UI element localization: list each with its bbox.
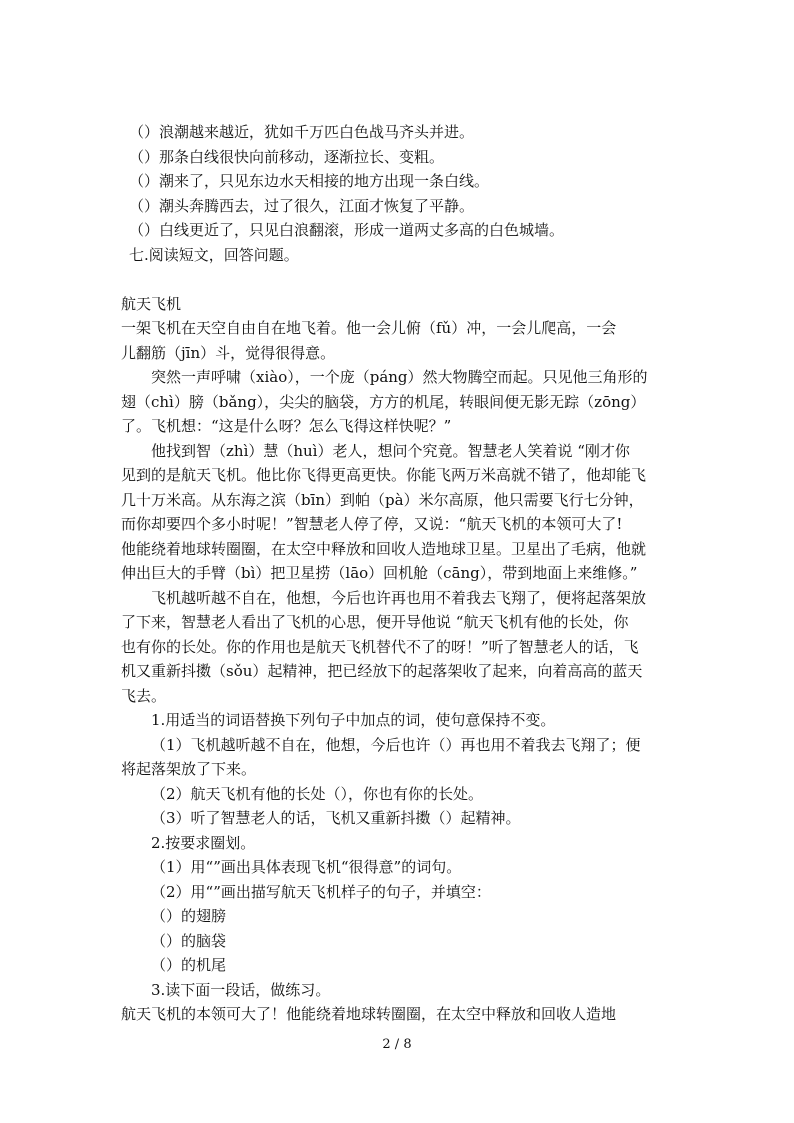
question-2-item: （）的翅膀 — [151, 907, 227, 925]
question-1-item: （1）飞机越听越不自在，他想，今后也许（）再也用不着我去飞翔了；便 — [151, 735, 641, 754]
question-2-item: （）的脑袋 — [151, 931, 227, 950]
passage-p4-line-5: 飞去。 — [121, 686, 167, 705]
passage-p3-line-2: 见到的是航天飞机。他比你飞得更高更快。你能飞两万米高就不错了，他却能飞 — [121, 466, 647, 484]
ordering-item-2: （）那条白线很快向前移动，逐渐拉长、变粗。 — [129, 147, 445, 166]
passage-title: 航天飞机 — [121, 294, 182, 313]
page-content — [121, 120, 677, 1027]
passage-p1-line-1: 一架飞机在天空自由自在地飞着。他一会儿俯（fǔ）冲，一会儿爬高，一会 — [121, 319, 617, 337]
passage-p3-line-4: 而你却要四个多小时呢！”智慧老人停了停，又说：“航天飞机的本领可大了! — [121, 515, 623, 533]
passage-p1-line-2: 儿翻筋（jīn）斗，觉得很得意。 — [121, 343, 336, 362]
question-1-item: 将起落架放了下来。 — [121, 760, 257, 778]
passage-p3-line-5: 他能绕着地球转圈圈，在太空中释放和回收人造地球卫星。卫星出了毛病，他就 — [121, 539, 647, 558]
passage-p2-line-3: 了。飞机想：“这是什么呀？怎么飞得这样快呢？” — [121, 417, 452, 435]
spacer — [121, 267, 677, 292]
passage-p3-line-3: 几十万米高。从东海之滨（bīn）到帕（pà）米尔高原，他只需要飞行七分钟， — [121, 490, 644, 509]
passage-p3-line-6: 伸出巨大的手臂（bì）把卫星捞（lāo）回机舱（cāng），带到地面上来维修。” — [121, 564, 638, 582]
question-2-item: （1）用“”画出具体表现飞机“很得意”的词句。 — [151, 858, 462, 876]
ordering-item-1: （）浪潮越来越近，犹如千万匹白色战马齐头并进。 — [129, 123, 475, 141]
passage-p4-line-1: 飞机越听越不自在，他想，今后也许再也用不着我去飞翔了，便将起落架放 — [151, 588, 647, 607]
question-2-item: （2）用“”画出描写航天飞机样子的句子，并填空： — [151, 882, 491, 901]
question-2-title: 2.按要求圈划。 — [151, 833, 256, 852]
passage-p4-line-4: 机又重新抖擞（sǒu）起精神，把已经放下的起落架收了起来，向着高高的蓝天 — [121, 662, 643, 680]
passage-p4-line-2: 了下来，智慧老人看出了飞机的心思，便开导他说 “航天飞机有他的长处，你 — [121, 613, 629, 631]
question-2-item: （）的机尾 — [151, 956, 227, 974]
question-1-title: 1.用适当的词语替换下列句子中加点的词，使句意保持不变。 — [151, 711, 556, 729]
ordering-item-5: （）白线更近了，只见白浪翻滚，形成一道两丈多高的白色城墙。 — [129, 221, 565, 239]
ordering-item-3: （）潮来了，只见东边水天相接的地方出现一条白线。 — [129, 172, 490, 190]
section-heading: 七.阅读短文，回答问题。 — [129, 245, 299, 264]
question-1-item: （2）航天飞机有他的长处（），你也有你的长处。 — [151, 784, 484, 803]
passage-p3-line-1: 他找到智（zhì）慧（huì）老人，想问个究竟。智慧老人笑着说 “刚才你 — [151, 441, 630, 460]
question-1-item: （3）听了智慧老人的话，飞机又重新抖擞（）起精神。 — [151, 809, 521, 827]
passage-p2-line-1: 突然一声呼啸（xiào），一个庞（páng）然大物腾空而起。只见他三角形的 — [151, 368, 648, 386]
passage-p4-line-3: 也有你的长处。你的作用也是航天飞机替代不了的呀！”听了智慧老人的话，飞 — [121, 637, 639, 656]
ordering-item-4: （）潮头奔腾西去，过了很久，江面才恢复了平静。 — [129, 196, 475, 215]
page-number: 2 / 8 — [382, 1037, 412, 1052]
passage-p2-line-2: 翅（chì）膀（bǎng），尖尖的脑袋，方方的机尾，转眼间便无影无踪（zōng） — [121, 392, 646, 411]
question-3-title: 3.读下面一段话，做练习。 — [151, 980, 331, 999]
question-3-text: 航天飞机的本领可大了！他能绕着地球转圈圈，在太空中释放和回收人造地 — [121, 1005, 617, 1023]
